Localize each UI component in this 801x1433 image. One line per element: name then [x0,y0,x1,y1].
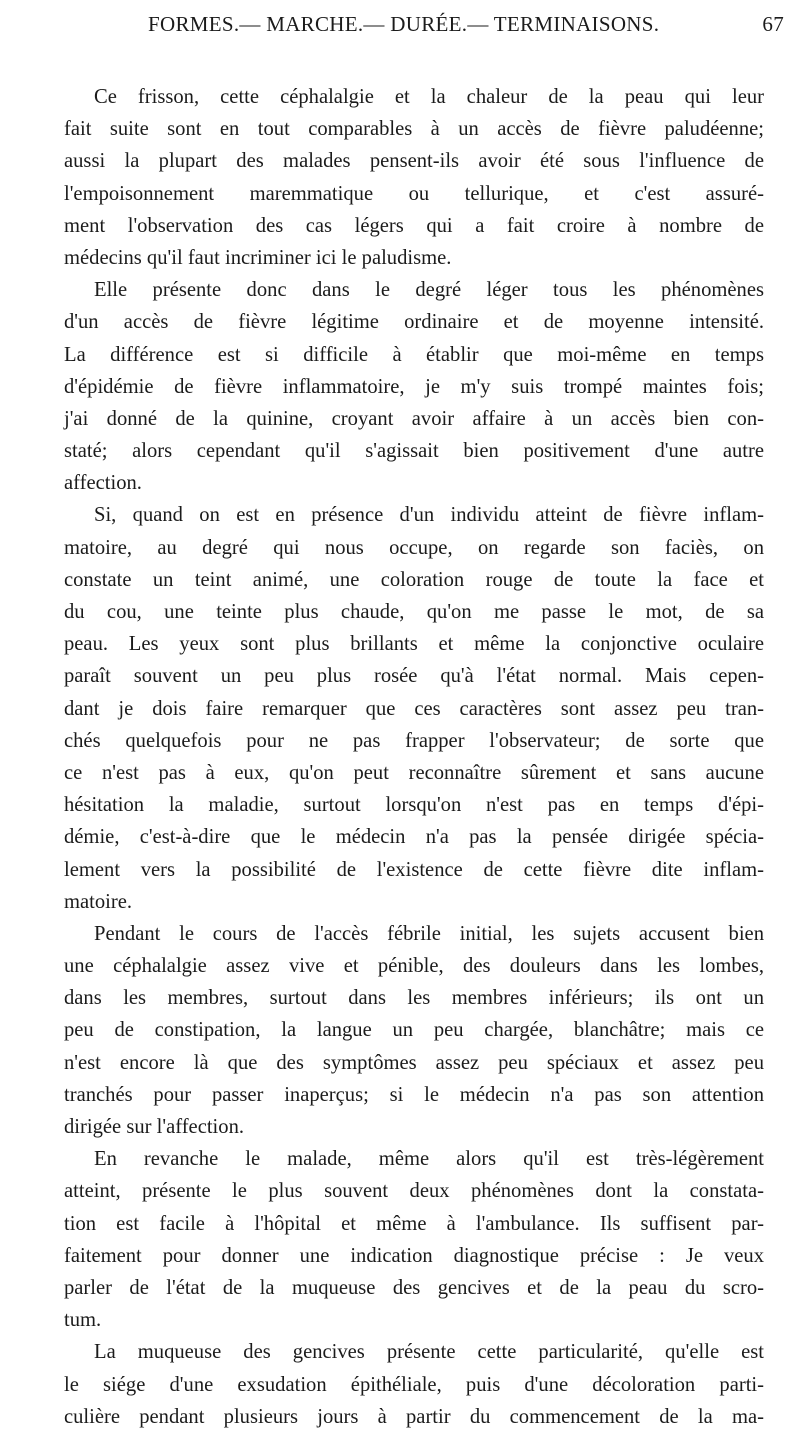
text-line: ment l'observation des cas légers qui a fait croire à nombre de [64,214,764,237]
text-line: tranchés pour passer inaperçus; si le médecin n'a pas son attention [64,1083,764,1106]
text-line: staté; alors cependant qu'il s'agissait bien positivement d'une autre [64,440,764,463]
page-number: 67 [762,12,784,36]
text-line: dans les membres, surtout dans les membres inférieurs; ils ont un [64,987,764,1010]
text-line: n'est encore là que des symptômes assez peu spéciaux et assez peu [64,1051,764,1074]
text-line: le siége d'une exsudation épithéliale, puis d'une décoloration parti- [64,1373,764,1396]
text-line: Pendant le cours de l'accès fébrile initial, les sujets accusent bien [94,922,764,945]
text-line: peu de constipation, la langue un peu chargée, blanchâtre; mais ce [64,1019,764,1042]
text-line: médecins qu'il faut incriminer ici le paludisme. [64,246,452,269]
text-line: tum. [64,1309,102,1332]
text-line: d'un accès de fièvre légitime ordinaire et de moyenne intensité. [64,311,764,334]
text-line: Ce frisson, cette céphalalgie et la chaleur de la peau qui leur [94,86,764,108]
text-line: parler de l'état de la muqueuse des gencives et de la peau du scro- [64,1276,764,1299]
text-line: j'ai donné de la quinine, croyant avoir affaire à un accès bien con- [64,407,764,430]
text-line: culière pendant plusieurs jours à partir du commencement de la ma- [64,1405,764,1428]
text-line: lement vers la possibilité de l'existence de cette fièvre dite inflam- [64,858,764,881]
text-line: faitement pour donner une indication diagnostique précise : Je veux [64,1244,764,1267]
text-line: d'épidémie de fièvre inflammatoire, je m'y suis trompé maintes fois; [64,375,764,398]
text-line: paraît souvent un peu plus rosée qu'à l'état normal. Mais cepen- [64,665,764,688]
text-line: constate un teint animé, une coloration rouge de toute la face et [64,568,764,591]
running-title: FORMES.— MARCHE.— DURÉE.— TERMINAISONS. [148,12,660,36]
text-line: matoire, au degré qui nous occupe, on regarde son faciès, on [64,536,764,559]
running-head [94,12,784,42]
text-line: chés quelquefois pour ne pas frapper l'observateur; de sorte que [64,729,764,752]
text-line: matoire. [64,890,133,913]
text-line: La muqueuse des gencives présente cette particularité, qu'elle est [94,1341,764,1364]
text-line: Si, quand on est en présence d'un individu atteint de fièvre inflam- [94,504,764,527]
text-line: une céphalalgie assez vive et pénible, des douleurs dans les lombes, [64,955,764,978]
text-line: hésitation la maladie, surtout lorsqu'on n'est pas en temps d'épi- [64,794,764,817]
text-line: Elle présente donc dans le degré léger tous les phénomènes [94,279,764,302]
text-line: affection. [64,472,142,495]
text-line: fait suite sont en tout comparables à un accès de fièvre paludéenne; [64,118,764,141]
text-line: dant je dois faire remarquer que ces caractères sont assez peu tran- [64,697,764,720]
text-line: tion est facile à l'hôpital et même à l'ambulance. Ils suffisent par- [64,1212,764,1235]
text-line: atteint, présente le plus souvent deux phénomènes dont la constata- [64,1180,764,1203]
text-line: l'empoisonnement maremmatique ou tellurique, et c'est assuré- [64,182,764,205]
text-line: La différence est si difficile à établir que moi-même en temps [64,343,764,366]
text-line: dirigée sur l'affection. [64,1116,245,1138]
text-line: démie, c'est-à-dire que le médecin n'a pas la pensée dirigée spécia- [64,826,764,849]
text-line: peau. Les yeux sont plus brillants et même la conjonctive oculaire [64,633,764,656]
text-line: aussi la plupart des malades pensent-ils avoir été sous l'influence de [64,150,764,173]
text-line: En revanche le malade, même alors qu'il est très-légèrement [94,1148,764,1171]
body-text [64,81,764,1433]
text-line: ce n'est pas à eux, qu'on peut reconnaître sûrement et sans aucune [64,761,764,784]
text-line: du cou, une teinte plus chaude, qu'on me passe le mot, de sa [64,601,764,623]
